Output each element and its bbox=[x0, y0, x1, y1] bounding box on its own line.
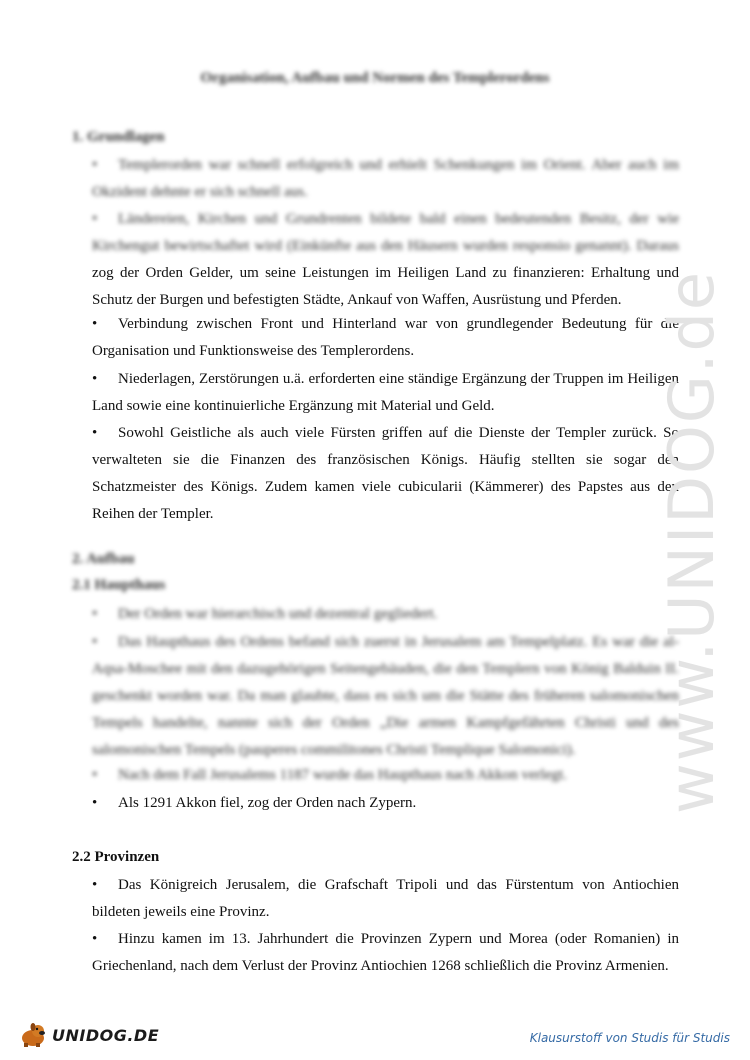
footer-tagline: Klausurstoff von Studis für Studis bbox=[529, 1031, 730, 1045]
bullet-marker: • bbox=[92, 157, 98, 173]
bullet-marker: • bbox=[92, 634, 98, 650]
sec1-bullet-5 bbox=[92, 420, 679, 528]
provinces-bullet-1-text: Das Königreich Jerusalem, die Grafschaft Tripoli und das Fürstentum von Antiochien bildeten jeweils eine Provinz. bbox=[92, 877, 679, 920]
section-2-2-heading: 2.2 Provinzen bbox=[72, 849, 160, 865]
sec1-bullet-3-text: Verbindung zwischen Front und Hinterland war von grundlegender Bedeutung für die Organisation und Funktionsweise des Templerordens. bbox=[92, 316, 679, 359]
provinces-bullet-2-text: Hinzu kamen im 13. Jahrhundert die Provinzen Zypern und Morea (oder Romanien) in Griechenland, nach dem Verlust der Provinz Antiochien 1268 schließlich die Provinz Armenien. bbox=[92, 931, 679, 974]
bullet-marker: • bbox=[92, 211, 98, 227]
sec2-bullet-3-text: Nach dem Fall Jerusalems 1187 wurde das Haupthaus nach Akkon verlegt. bbox=[118, 767, 567, 783]
bullet-marker: • bbox=[92, 425, 98, 441]
sec1-bullet-4 bbox=[92, 366, 679, 420]
bullet-marker: • bbox=[92, 931, 98, 947]
bullet-marker: • bbox=[92, 877, 98, 893]
bullet-marker: • bbox=[92, 795, 98, 811]
sec2-bullet-1-text: Der Orden war hierarchisch und dezentral gegliedert. bbox=[118, 606, 438, 622]
bullet-marker: • bbox=[92, 316, 98, 332]
sec1-bullet-1 bbox=[92, 152, 679, 206]
document-title: Organisation, Aufbau und Normen des Templerordens bbox=[200, 70, 550, 86]
sec2-bullet-1 bbox=[92, 601, 679, 628]
sec1-bullet-5-text: Sowohl Geistliche als auch viele Fürsten griffen auf die Dienste der Templer zurück. So verwalteten sie die Finanzen des französischen Königs. Häufig stellten sie sogar den Schatzmeister des Königs. Zudem kamen viele cubicularii (Kämmerer) des Papstes aus den Reihen der Templer. bbox=[92, 425, 679, 522]
section-2-1-heading: 2.1 Haupthaus bbox=[72, 577, 166, 593]
bullet-marker: • bbox=[92, 767, 98, 783]
dog-icon bbox=[18, 1022, 48, 1048]
watermark: www.UNIDOG.de bbox=[655, 270, 728, 814]
logo-text: UNIDOG.DE bbox=[52, 1025, 160, 1045]
sec1-bullet-2 bbox=[92, 206, 679, 314]
sec1-bullet-4-text: Niederlagen, Zerstörungen u.ä. erforderten eine ständige Ergänzung der Truppen im Heiligen Land sowie eine kontinuierliche Ergänzung mit Material und Geld. bbox=[92, 371, 679, 414]
section-2-heading: 2. Aufbau bbox=[72, 551, 135, 567]
bullet-marker: • bbox=[92, 371, 98, 387]
bullet-marker: • bbox=[92, 606, 98, 622]
sec2-bullet-2-text: Das Haupthaus des Ordens befand sich zuerst in Jerusalem am Tempelplatz. Es war die al-Aqsa-Moschee mit den dazugehörigen Seitengebäuden, die den Templern von König Balduin II. geschenkt worden war. Da man glaubte, dass es sich um die Stätte des früheren salomonischen Tempels handelte, nannte sich der Orden „Die armen Kampfgefährten Christi und des salomonischen Tempels (pauperes commilitones Christi Templique Salomonici). bbox=[92, 634, 679, 758]
sec2-bullet-3 bbox=[92, 762, 679, 789]
sec1-bullet-1-text: Templerorden war schnell erfolgreich und erhielt Schenkungen im Orient. Aber auch im Okzident dehnte er sich schnell aus. bbox=[92, 157, 679, 200]
sec1-bullet-3 bbox=[92, 311, 679, 365]
section-1-heading: 1. Grundlagen bbox=[72, 129, 165, 145]
sec1-bullet-2-text: zog der Orden Gelder, um seine Leistungen im Heiligen Land zu finanzieren: Erhaltung und Schutz der Burgen und befestigten Städte, Ankauf von Waffen, Ausrüstung und Pferden. bbox=[92, 265, 679, 308]
sec2-bullet-4-text: Als 1291 Akkon fiel, zog der Orden nach Zypern. bbox=[118, 795, 417, 811]
sec2-bullet-4 bbox=[92, 790, 679, 817]
sec1-bullet-2-blurred-text: Ländereien, Kirchen und Grundrenten bildete bald einen bedeutenden Besitz, der wie Kirchengut bewirtschaftet wird (Einkünfte aus den Häusern wurden responsio genannt). Daraus bbox=[92, 211, 679, 254]
unidog-logo[interactable] bbox=[18, 1022, 159, 1048]
provinces-bullet-2 bbox=[92, 926, 679, 980]
sec2-bullet-2 bbox=[92, 629, 679, 764]
provinces-bullet-1 bbox=[92, 872, 679, 926]
